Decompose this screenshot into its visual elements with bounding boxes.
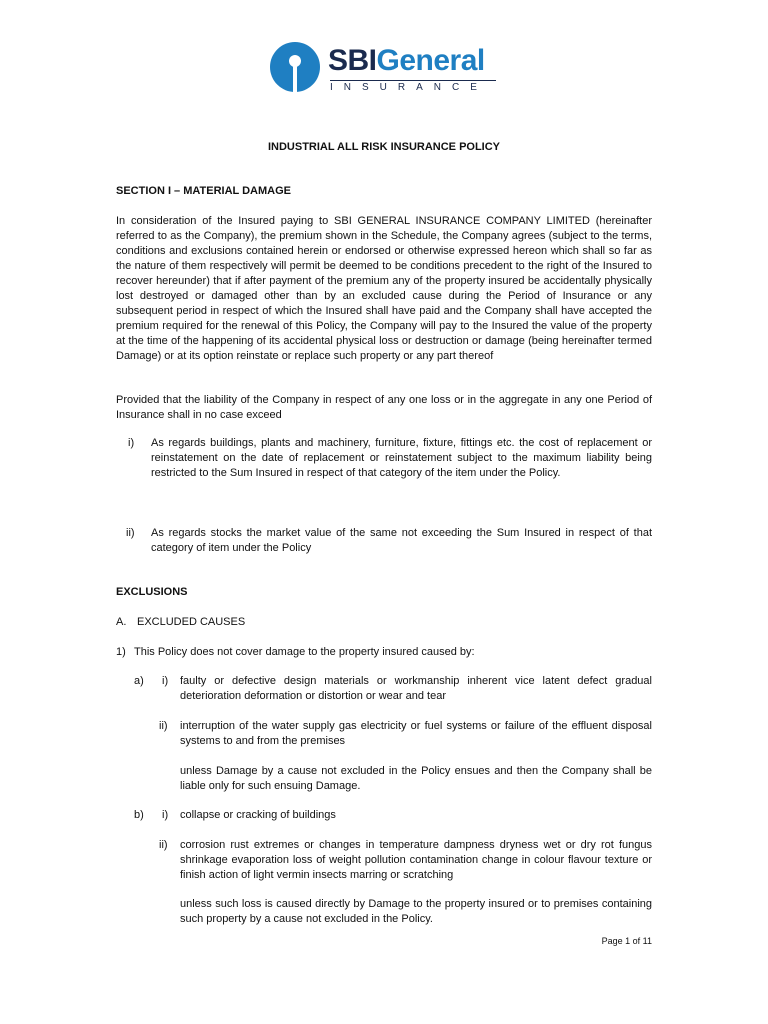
logo-wordmark: SBIGeneral bbox=[328, 44, 485, 77]
liability-item-marker: ii) bbox=[126, 527, 135, 539]
sbi-keyhole-icon bbox=[270, 42, 320, 92]
liability-item-text: As regards stocks the market value of the same not exceeding the Sum Insured in respect of that category of item under the Policy bbox=[151, 527, 652, 554]
unless-paragraph: unless Damage by a cause not excluded in the Policy ensues and then the Company shall be liable only for such ensuing Damage. bbox=[180, 765, 652, 792]
item-text: interruption of the water supply gas electricity or fuel systems or failure of the effluent disposal systems to and from the premises bbox=[180, 720, 652, 747]
sub-clause-marker: b) bbox=[134, 809, 144, 821]
document-title: INDUSTRIAL ALL RISK INSURANCE POLICY bbox=[267, 141, 501, 153]
section-heading: SECTION I – MATERIAL DAMAGE bbox=[116, 185, 291, 197]
liability-item-marker: i) bbox=[128, 437, 135, 449]
item-marker: i) bbox=[162, 675, 169, 687]
item-marker: ii) bbox=[159, 839, 168, 851]
item-marker: i) bbox=[162, 809, 169, 821]
sbi-general-logo bbox=[270, 42, 500, 96]
unless-paragraph: unless such loss is caused directly by Damage to the property insured or to premises containing such property by a cause not excluded in the Policy. bbox=[180, 898, 652, 925]
clause-text: This Policy does not cover damage to the property insured caused by: bbox=[134, 646, 475, 658]
sub-clause-marker: a) bbox=[134, 675, 144, 687]
intro-paragraph: In consideration of the Insured paying to SBI GENERAL INSURANCE COMPANY LIMITED (hereinafter referred to as the Company), the premium shown in the Schedule, the Company agrees (subject to the terms, conditions and exclusions contained herein or endorsed or otherwise expressed hereon which shall so far as the nature of them respectively will permit be deemed to be conditions precedent to the right of the Insured to recover hereunder) that if after payment of the premium any of the property insured be accidentally physically lost destroyed or damaged other than by an excluded cause during the Period of Insurance or any subsequent period in respect of which the Insured shall have paid and the Company shall have accepted the premium required for the renewal of this Policy, the Company will pay to the Insured the value of the property at the time of the happening of its accidental physical loss or destruction or damage (being hereinafter termed Damage) or at its option reinstate or replace such property or any part thereof bbox=[116, 215, 652, 362]
item-text: collapse or cracking of buildings bbox=[180, 809, 336, 821]
exclusions-heading: EXCLUSIONS bbox=[116, 586, 188, 598]
proviso-paragraph: Provided that the liability of the Company in respect of any one loss or in the aggregate in any one Period of Insurance shall in no case exceed bbox=[116, 394, 652, 421]
logo-tagline: INSURANCE bbox=[330, 82, 488, 93]
excluded-causes-label: EXCLUDED CAUSES bbox=[137, 616, 246, 628]
liability-item-text: As regards buildings, plants and machinery, furniture, fixture, fittings etc. the cost of replacement or reinstatement on the date of replacement or reinstatement subject to the maximum liability being restricted to the Sum Insured in respect of that category of the item under the Policy. bbox=[151, 437, 652, 479]
excluded-causes-marker: A. bbox=[116, 616, 127, 628]
page-number: Page 1 of 11 bbox=[601, 936, 652, 946]
item-text: faulty or defective design materials or workmanship inherent vice latent defect gradual deterioration deformation or distortion or wear and tear bbox=[180, 675, 652, 702]
item-text: corrosion rust extremes or changes in temperature dampness dryness wet or dry rot fungus shrinkage evaporation loss of weight pollution contamination change in colour flavour texture or finish action of light vermin insects marring or scratching bbox=[180, 839, 652, 881]
clause-marker: 1) bbox=[116, 646, 126, 658]
item-marker: ii) bbox=[159, 720, 168, 732]
